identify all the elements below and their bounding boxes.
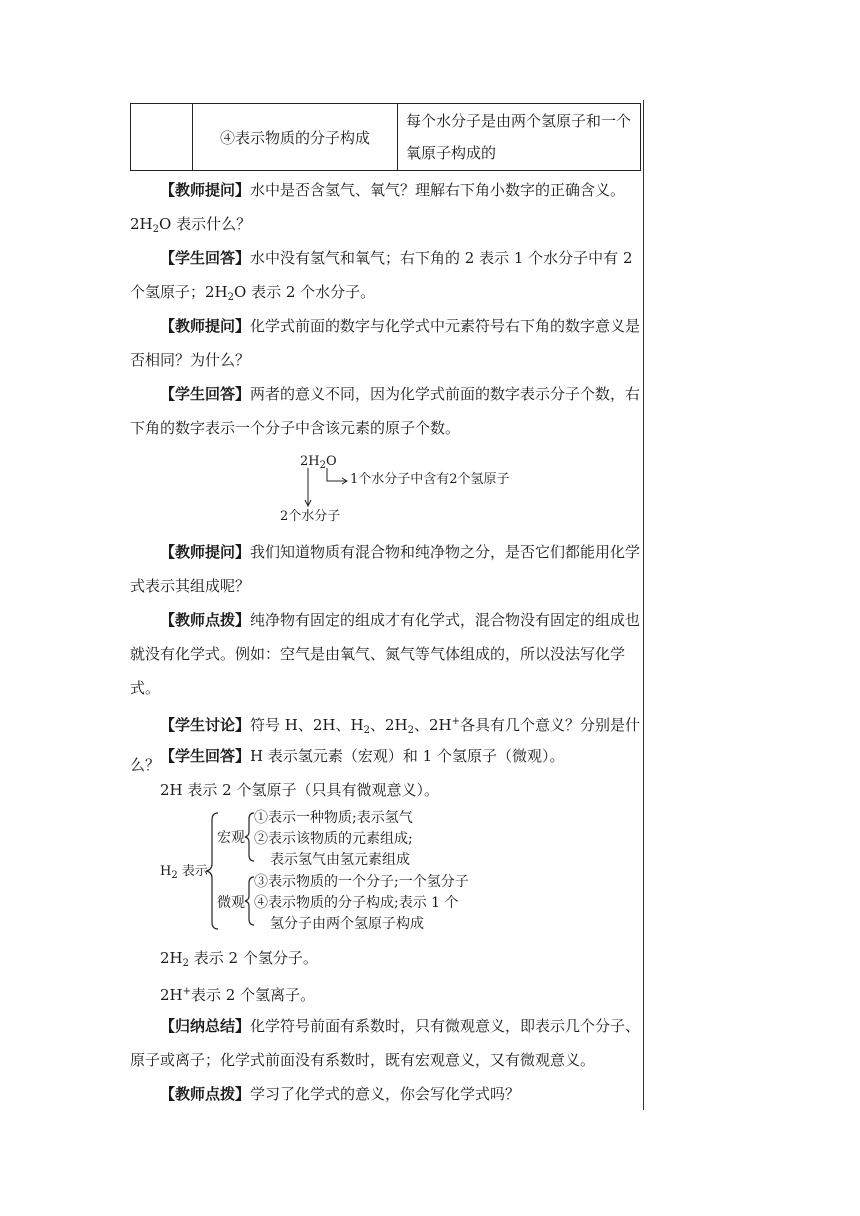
subscript: 2	[152, 224, 159, 235]
formula-text: 2H	[300, 454, 320, 469]
tag-label: 【学生讨论】	[160, 716, 251, 734]
paragraph-text: 表示 2 个氢离子。	[191, 986, 316, 1004]
paragraph-text: 表示 2 个氢分子。	[189, 949, 318, 967]
tag-label: 【教师点拨】	[160, 611, 251, 629]
paragraph-summary	[130, 1009, 645, 1077]
tag-label: 【教师提问】	[160, 543, 251, 561]
paragraph-text: 、2H	[369, 716, 408, 734]
down-arrow-head	[305, 500, 311, 506]
diagram1-down-label: 2个水分子	[280, 509, 341, 524]
macro-brace	[245, 813, 254, 861]
formula-text: 2H	[130, 215, 153, 233]
diagram2-micro-label: 微观	[217, 895, 245, 911]
paragraph-2h: 2H 表示 2 个氢原子（只具有微观意义）。	[160, 781, 439, 799]
tag-label: 【学生回答】	[160, 249, 251, 267]
paragraph-text: 水中没有氢气和氧气；右下角的 2 表示 1 个水分子中有 2 个氢原子；2H	[130, 249, 633, 301]
paragraph-teacher-tip-2	[130, 1077, 645, 1111]
paragraph-text: 学习了化学式的意义，你会写化学式吗？	[250, 1085, 521, 1103]
diagram2-macro-label: 宏观	[217, 830, 245, 846]
tag-label: 【归纳总结】	[160, 1017, 251, 1035]
superscript: +	[182, 986, 192, 997]
paragraph-teacher-question-3	[130, 535, 645, 603]
diagram2-meaning-4: ④表示物质的分子构成;表示 1 个	[254, 895, 459, 911]
paragraph-2h-plus	[130, 975, 645, 1012]
diagram2-h2-label	[160, 862, 208, 886]
diagram2-meaning-2: ②表示该物质的元素组成;	[254, 831, 413, 847]
micro-brace	[245, 877, 254, 925]
table-cell-example: 每个水分子是由两个氢原子和一个氧原子构成的	[398, 104, 641, 171]
right-arrow-head	[342, 478, 347, 484]
subscript: 2	[363, 725, 370, 736]
subscript: 2	[407, 725, 414, 736]
diagram2-meaning-4b: 氢分子由两个氢原子构成	[270, 916, 424, 932]
paragraph-text: O 表示 2 个水分子。	[234, 283, 376, 301]
table-row	[131, 104, 641, 171]
diagram2-meaning-1: ①表示一种物质;表示氢气	[254, 810, 413, 826]
subscript: 2	[227, 292, 235, 303]
formula-text: O 表示什么？	[159, 215, 252, 233]
diagram2-meaning-2b: 表示氢气由氢元素组成	[270, 852, 410, 868]
tag-label: 【学生回答】	[160, 385, 251, 403]
formula-text: 2H	[160, 986, 183, 1004]
paragraph-teacher-question-1	[130, 173, 645, 247]
table-cell-meaning: ④表示物质的分子构成	[193, 104, 398, 171]
diagram2-meaning-3: ③表示物质的一个分子;一个氢分子	[254, 874, 469, 890]
paragraph-text: 化学式前面的数字与化学式中元素符号右下角的数字意义是否相同？为什么？	[130, 317, 641, 369]
paragraph-student-answer-1	[130, 241, 645, 315]
table-cell-empty	[131, 104, 193, 171]
paragraph-text: 两者的意义不同，因为化学式前面的数字表示分子个数，右下角的数字表示一个分子中含该元素的原子个数。	[130, 385, 641, 437]
paragraph-text: 我们知道物质有混合物和纯净物之分，是否它们都能用化学式表示其组成呢？	[130, 543, 641, 595]
paragraph-text: 符号 H、2H、H	[250, 716, 364, 734]
formula-text: O	[325, 454, 337, 469]
formula-text: 表示	[177, 864, 208, 879]
tag-label: 【学生回答】	[160, 747, 251, 765]
paragraph-text: 各具有几个意义？分别是什么？	[130, 716, 640, 774]
tag-label: 【教师点拨】	[160, 1085, 251, 1103]
paragraph-teacher-question-2	[130, 309, 645, 377]
paragraph-text: H 表示氢元素（宏观）和 1 个氢原子（微观）。	[250, 747, 565, 765]
subscript: 2	[182, 958, 189, 969]
formula-text: H	[160, 864, 172, 879]
formula-text: 2H	[160, 949, 183, 967]
meaning-table	[130, 103, 641, 171]
tag-label: 【教师提问】	[160, 317, 251, 335]
subscript: 2	[319, 460, 326, 471]
paragraph-text: 水中是否含氢气、氧气？理解右下角小数字的正确含义。	[250, 181, 626, 199]
subscript: 2	[171, 870, 178, 881]
paragraph-text: 化学符号前面有系数时，只有微观意义，即表示几个分子、原子或离子；化学式前面没有系数时，既有宏观意义，又有微观意义。	[130, 1017, 641, 1069]
tag-label: 【教师提问】	[160, 181, 251, 199]
diagram1-formula	[300, 452, 337, 476]
paragraph-student-answer-3	[130, 739, 645, 773]
paragraph-text: 纯净物有固定的组成才有化学式，混合物没有固定的组成也就没有化学式。例如：空气是由氧气、氮气等气体组成的，所以没法写化学式。	[130, 611, 641, 697]
superscript: +	[451, 716, 460, 727]
paragraph-text: 、2H	[413, 716, 452, 734]
diagram1-right-label: 1个水分子中含有2个氢原子	[350, 472, 510, 487]
paragraph-teacher-tip-1	[130, 603, 645, 705]
paragraph-student-answer-2	[130, 377, 645, 445]
